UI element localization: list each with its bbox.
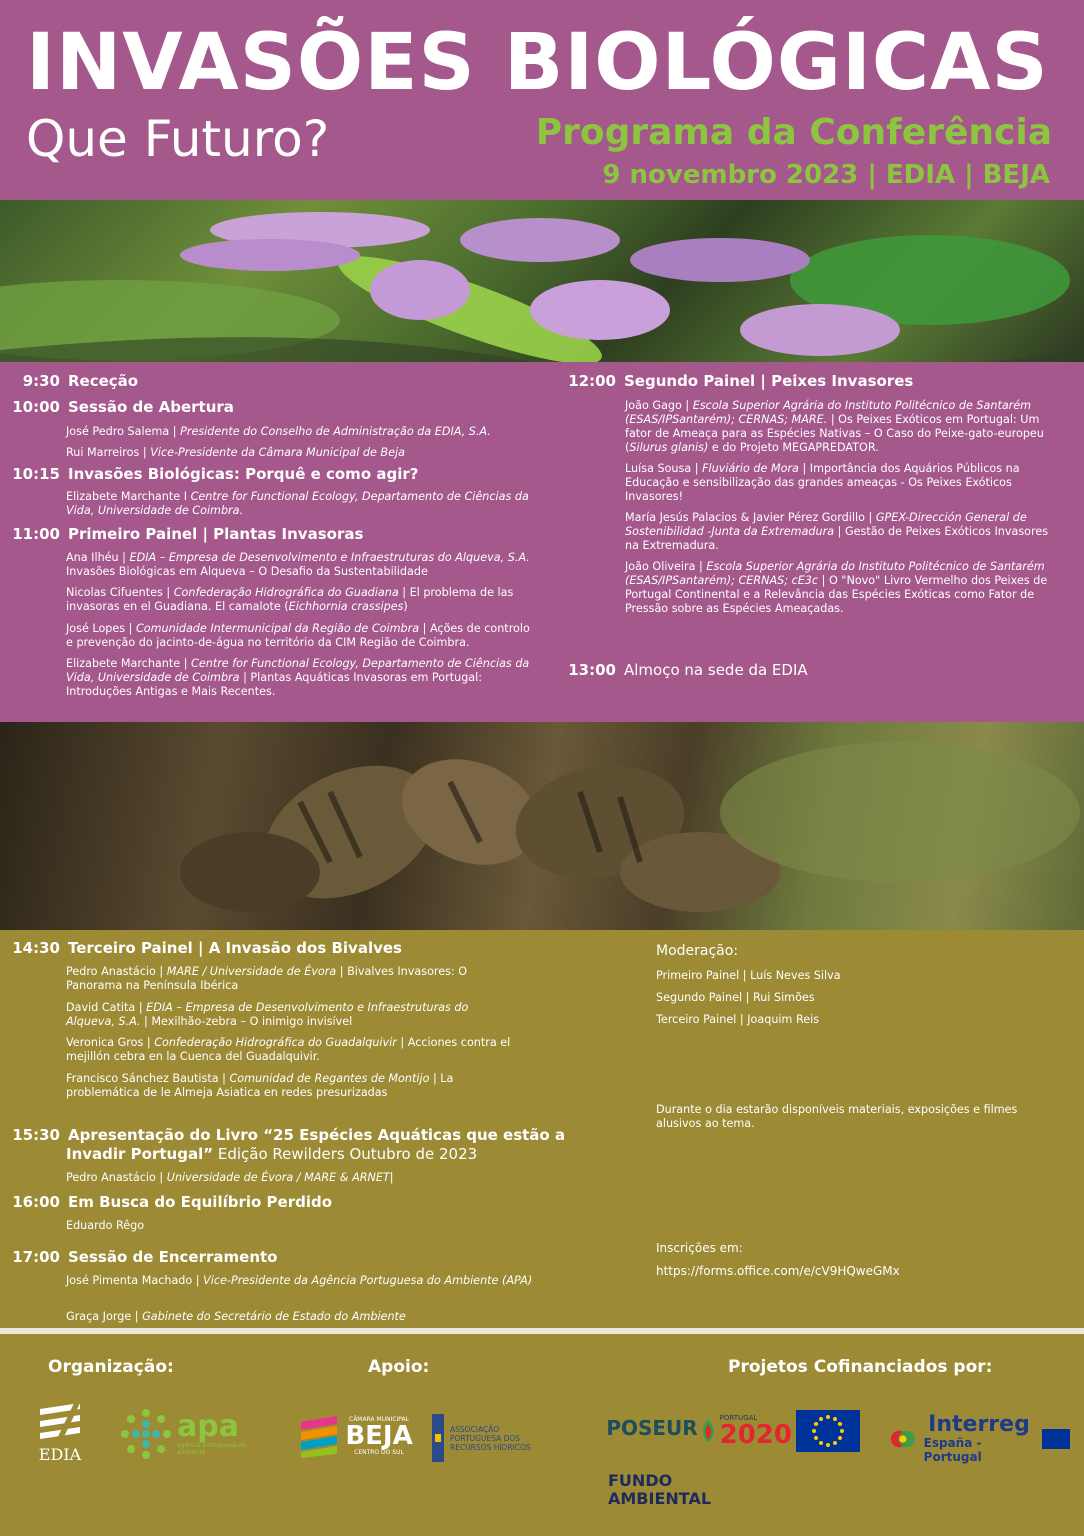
moderation-heading: Moderação: xyxy=(656,943,739,959)
agenda-item: 10:00 Sessão de Abertura xyxy=(12,398,234,416)
flower-photo xyxy=(0,200,1084,370)
program-title: Programa da Conferência xyxy=(535,112,1052,153)
moderator-item: Terceiro Painel | Joaquim Reis xyxy=(656,1013,820,1026)
event-date-location: 9 novembro 2023 | EDIA | BEJA xyxy=(602,160,1050,190)
cofinanced-label: Projetos Cofinanciados por: xyxy=(728,1357,993,1377)
agenda-item: 14:30 Terceiro Painel | A Invasão dos Bivalves xyxy=(12,939,402,957)
interreg-eu-flag xyxy=(1042,1429,1070,1449)
agenda-item: 13:00 Almoço na sede da EDIA xyxy=(568,661,808,679)
moderator-item: Segundo Painel | Rui Simões xyxy=(656,991,815,1004)
agenda-item: 16:00 Em Busca do Equilíbrio Perdido xyxy=(12,1193,333,1211)
signup-link[interactable]: https://forms.office.com/e/cV9HQweGMx xyxy=(656,1264,900,1278)
agenda-item: 10:15 Invasões Biológicas: Porquê e como agir? xyxy=(12,465,419,483)
beja-stripes-icon xyxy=(299,1414,339,1458)
speaker-detail: David Catita | EDIA – Empresa de Desenvolvimento e Infraestruturas do Alqueva, S.A. | Mexilhão-zebra – O inimigo invisível xyxy=(66,1001,469,1028)
speaker-detail: Pedro Anastácio | MARE / Universidade de Évora | Bivalves Invasores: O Panorama na Península Ibérica xyxy=(66,965,468,992)
speaker-detail: João Oliveira | Escola Superior Agrária do Instituto Politécnico de Santarém (ESAS/IPSantarém); CERNAS; cE3c | O "Novo" Livro Vermelho dos Peixes de Portugal Continental e a Relevância das Espécies Exóticas como Fator de Pressão sobre as Espécies Ameaçadas. xyxy=(625,560,1048,615)
eu-stars-icon xyxy=(808,1413,848,1449)
speaker-detail: José Pedro Salema | Presidente do Conselho de Administração da EDIA, S.A. xyxy=(66,425,491,438)
speaker-detail: José Lopes | Comunidade Intermunicipal da Região de Coimbra | Ações de controlo e prevenção do jacinto-de-água no território da CIM Região de Coimbra. xyxy=(66,622,530,649)
portugal-2020-logo: PORTUGAL 2020 xyxy=(700,1410,792,1452)
book-title-line: Invadir Portugal” Edição Rewilders Outubro de 2023 xyxy=(66,1145,478,1163)
speaker-detail: María Jesús Palacios & Javier Pérez Gordillo | GPEX-Dirección General de Sostenibilidad -Junta da Extremadura | Gestão de Peixes Exóticos Invasores na Extremadura. xyxy=(625,511,1049,552)
speaker-detail: Rui Marreiros | Vice-Presidente da Câmara Municipal de Beja xyxy=(66,446,405,459)
signup-label: Inscrições em: xyxy=(656,1241,743,1255)
apa-logo: apa agência portuguesa do ambiente xyxy=(118,1405,248,1463)
apa-dots-icon xyxy=(119,1407,173,1461)
agenda-item: 12:00 Segundo Painel | Peixes Invasores xyxy=(568,372,914,390)
speaker-detail: Luísa Sousa | Fluviário de Mora | Importância dos Aquários Públicos na Educação e sensibilização das grandes ameaças - Os Peixes Exóticos Invasores! xyxy=(625,462,1020,503)
eu-flag xyxy=(796,1410,860,1452)
mussels-photo xyxy=(0,722,1084,937)
speaker-detail: João Gago | Escola Superior Agrária do Instituto Politécnico de Santarém (ESAS/IPSantarém); CERNAS; MARE. | Os Peixes Exóticos em Portugal: Um fator de Ameaça para as Espécies Nativas – O Caso do Peixe-gato-europeu (Silurus glanis) e do Projeto MEGAPREDATOR. xyxy=(625,399,1044,454)
page-subtitle: Que Futuro? xyxy=(26,110,330,168)
moderator-item: Primeiro Painel | Luís Neves Silva xyxy=(656,969,841,982)
agenda-item: 17:00 Sessão de Encerramento xyxy=(12,1248,278,1266)
support-label: Apoio: xyxy=(368,1357,430,1377)
agenda-item: 11:00 Primeiro Painel | Plantas Invasoras xyxy=(12,525,364,543)
edia-logo: EDIA xyxy=(30,1395,90,1467)
page-title: INVASÕES BIOLÓGICAS xyxy=(26,18,1049,108)
materials-note: Durante o dia estarão disponíveis materiais, exposições e filmes alusivos ao tema. xyxy=(656,1103,1018,1130)
poseur-logo: POSEUR xyxy=(608,1408,696,1448)
interreg-flags-icon xyxy=(890,1428,918,1450)
interreg-logo: Interreg España - Portugal xyxy=(890,1412,1070,1466)
fundo-ambiental-logo: FUNDO AMBIENTAL xyxy=(608,1471,712,1508)
aprh-bar-icon xyxy=(432,1414,444,1462)
header-banner xyxy=(0,0,1084,200)
speaker-detail: Ana Ilhéu | EDIA – Empresa de Desenvolvimento e Infraestruturas do Alqueva, S.A. Invasões Biológicas em Alqueva – O Desafio da Sustentabilidade xyxy=(66,551,530,578)
speaker-detail: José Pimenta Machado | Vice-Presidente da Agência Portuguesa do Ambiente (APA) xyxy=(66,1274,533,1287)
speaker-detail: Elizabete Marchante | Centre for Functional Ecology, Departamento de Ciências da Vida, Universidade de Coimbra | Plantas Aquáticas Invasoras em Portugal: Introduções Antigas e Mais Recentes. xyxy=(66,657,530,698)
speaker-detail: Graça Jorge | Gabinete do Secretário de Estado do Ambiente xyxy=(66,1310,406,1323)
speaker-detail: Francisco Sánchez Bautista | Comunidad de Regantes de Montijo | La problemática de le Almeja Asiatica en redes presurizadas xyxy=(66,1072,454,1099)
speaker-detail: Nicolas Cifuentes | Confederação Hidrográfica do Guadiana | El problema de las invasoras en el Guadiana. El camalote (Eichhornia crassipes) xyxy=(66,586,514,613)
edia-mark-icon xyxy=(35,1399,85,1445)
portugal-2020-swirl-icon xyxy=(700,1414,717,1448)
agenda-item: 15:30 Apresentação do Livro “25 Espécies Aquáticas que estão a xyxy=(12,1126,566,1144)
aprh-logo: ASSOCIAÇÃO PORTUGUESA DOS RECURSOS HÍDRICOS xyxy=(432,1412,552,1464)
speaker-detail: Elizabete Marchante I Centre for Functional Ecology, Departamento de Ciências da Vida, Universidade de Coimbra. xyxy=(66,490,529,517)
speaker-detail: Pedro Anastácio | Universidade de Évora / MARE & ARNET| xyxy=(66,1171,394,1184)
speaker-detail: Eduardo Rêgo xyxy=(66,1219,145,1232)
speaker-detail: Veronica Gros | Confederação Hidrográfica do Guadalquivir | Acciones contra el mejillón cebra en la Cuenca del Guadalquivir. xyxy=(66,1036,511,1063)
agenda-item: 9:30 Receção xyxy=(22,372,139,390)
organization-label: Organização: xyxy=(48,1357,174,1377)
beja-logo: CÂMARA MUNICIPAL BEJA CENTRO DO SUL xyxy=(296,1410,416,1462)
